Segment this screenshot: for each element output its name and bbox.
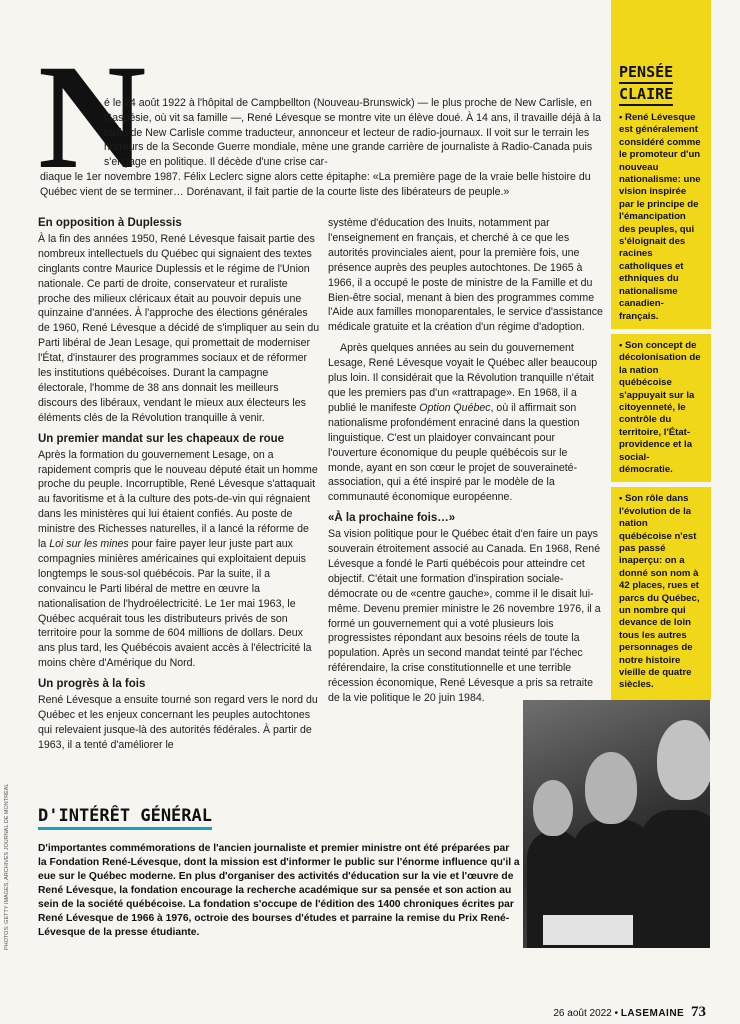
page-number: 73 [691, 1004, 706, 1020]
book-title: Option Québec [419, 401, 491, 414]
page-footer [553, 1004, 706, 1021]
box-title: D'INTÉRÊT GÉNÉRAL [38, 806, 212, 826]
archive-photo [523, 700, 710, 948]
magazine-name: LASEMAINE [620, 1008, 685, 1019]
intro-tail: diaque le 1er novembre 1987. Félix Leclerc signe alors cette épitaphe: «La première page de la vraie belle histoire du Québec vient de se terminer… Dorénavant, il fait partie de la courte liste des libérateurs de peuple.» [40, 171, 591, 198]
issue-date: 26 août 2022 • [553, 1008, 619, 1019]
section-heading: Un premier mandat sur les chapeaux de roue [38, 432, 285, 445]
paragraph: À la fin des années 1950, René Lévesque faisait partie des nombreux intellectuels du Québec qui signaient des textes cinglants contre Maurice Duplessis et le régime de l'Union nationale. Ce parti de droite, conservateur et ruraliste proche des milieux cléricaux était au pouvoir depuis une quinzaine d'années. À l'approche des élections générales de 1960, René Lévesque a décidé de s'impliquer au sein du Parti libéral de Jean Lesage, qui promettait de moderniser l'État, d'instaurer des programmes sociaux et de réformer les institutions québécoises. Durant la campagne électorale, l'homme de 38 ans donnait les meilleurs discours des libéraux, vendant le mieux aux électeurs les éléments clés de la Révolution tranquille à venir. [38, 232, 320, 424]
article-column-1 [38, 216, 320, 759]
paragraph: Sa vision politique pour le Québec était d'en faire un pays souverain étroitement associé au Canada. En 1968, René Lévesque a fondé le Parti québécois pour atteindre cet objectif. C'était une formation d'inspiration sociale-démocrate ou de «centre gauche», comme il le disait lui-même. Devenu premier ministre le 26 novembre 1976, il a formé un gouvernement qui a voté plusieurs lois progressistes répondant aux besoins réels de toute la population. Après un second mandat teinté par l'échec référendaire, la crise constitutionnelle et une terrible récession économique, René Lévesque a pris sa retraite de la vie politique le 20 juin 1984. [328, 528, 601, 705]
photo-credit: PHOTOS: GETTY IMAGES, ARCHIVES JOURNAL DE MONTRÉAL [4, 783, 10, 950]
drop-cap: N [38, 34, 147, 200]
box-text: D'importantes commémorations de l'ancien journaliste et premier ministre ont été préparées par la Fondation René-Lévesque, dont la mission est d'informer le public sur l'énorme influence qu'il a eue sur le Québec moderne. En plus d'organiser des activités d'éducation sur la vie et l'œuvre de René Lévesque, la fondation encourage la recherche académique sur sa pensée et son action au sein de la société québécoise. La fondation s'occupe de l'édition des 1400 chroniques écrites par René Lévesque de 1966 à 1976, octroie des bourses d'études et parraine la remise du Prix René-Lévesque de la presse étudiante. [38, 843, 520, 938]
sidebar-point: • Son concept de décolonisation de la nation québécoise s'appuyait sur la citoyenneté, le contrôle du territoire, l'État-providence et la social-démocratie. [619, 339, 701, 475]
paragraph: Après la formation du gouvernement Lesage, on a rapidement compris que le nouveau député était un homme proche du peuple. Incorruptible, René Lévesque s'attaquait au favoritisme et à la culture des pots-de-vin qui régnaient dans les ministères qui lui étaient confiés. Au poste de ministre des Richesses naturelles, il a lancé la réforme de la Loi sur les mines pour faire payer leur juste part aux compagnies minières américaines qui exploitaient depuis longtemps le sous-sol québécois. Par la suite, il a convaincu le Parti libéral de mettre en œuvre la nationalisation de l'hydroélectricité. Le 1er mai 1963, le Québec acquérait tous les distributeurs privés de son territoire pour la somme de 604 millions de dollars. Deux ans plus tard, les Québécois avaient accès à l'électricité la moins chère d'Amérique du Nord. [38, 448, 318, 670]
sidebar-title: PENSÉE CLAIRE [619, 62, 703, 106]
law-title: Loi sur les mines [49, 538, 129, 551]
section-heading: En opposition à Duplessis [38, 217, 182, 229]
article-column-2 [328, 216, 604, 712]
paragraph: Après quelques années au sein du gouvernement Lesage, René Lévesque voyait le Québec aller beaucoup plus loin. Il considérait que la Révolution tranquille n'était que les premiers pas d'un «rattrapage». En 1968, il a publié le manifeste Option Québec, où il affirmait son nationalisme profondément enraciné dans la question linguistique. C'est un plaidoyer convaincant pour l'ouverture économique du peuple québécois sur le monde, ayant en son cœur le projet de souveraineté-association, qui a été inspiré par le modèle de la communauté économique européenne. [328, 342, 598, 504]
section-heading: Un progrès à la fois [38, 678, 146, 691]
paragraph: René Lévesque a ensuite tourné son regard vers le nord du Québec et les enjeux concernant les peuples autochtones qui relevaient jusque-là des autorités fédérales. À partir de 1963, il a tenté d'améliorer le [38, 694, 318, 751]
sidebar-pensee-claire [611, 0, 711, 700]
intro-lead: é le 24 août 1922 à l'hôpital de Campbellton (Nouveau-Brunswick) — le plus proche de New Carlisle, en Gaspésie, où vit sa famille —, René Lévesque se montre vite un élève doué. À 14 ans, il travaille déjà à la radio de New Carlisle comme traducteur, annonceur et lecteur de radio-journaux. Il voit sur le terrain les horreurs de la Seconde Guerre mondiale, mène une grande carrière de journaliste à Radio-Canada puis s'engage en politique. Il décède d'une crise car- [104, 97, 602, 169]
section-heading: «À la prochaine fois…» [328, 512, 456, 525]
sidebar-point: • René Lévesque est généralement considéré comme le promoteur d'un nouveau nationalisme: une vision inspirée par le principe de l'émancipation des peuples, qui s'éloignait des racines catholiques et ethniques du nationalisme canadien-français. [619, 112, 701, 322]
sidebar-point: • Son rôle dans l'évolution de la nation québécoise n'est pas passé inaperçu: on a donné son nom à 42 places, rues et parcs du Québec, un nombre qui devance de loin tous les autres personnages de notre histoire vieille de quatre siècles. [619, 493, 700, 691]
paragraph: système d'éducation des Inuits, notamment par l'enseignement en français, et cherché à ce que les autorités provinciales aient, pour la première fois, une présence auprès des peuples autochtones. De 1965 à 1966, il a occupé le poste de ministre de la Famille et du Bien-être social, menant à bien des programmes comme l'Aide aux familles monoparentales, le service d'assistance médicale gratuite et la création d'un régime d'adoption. [328, 217, 603, 334]
